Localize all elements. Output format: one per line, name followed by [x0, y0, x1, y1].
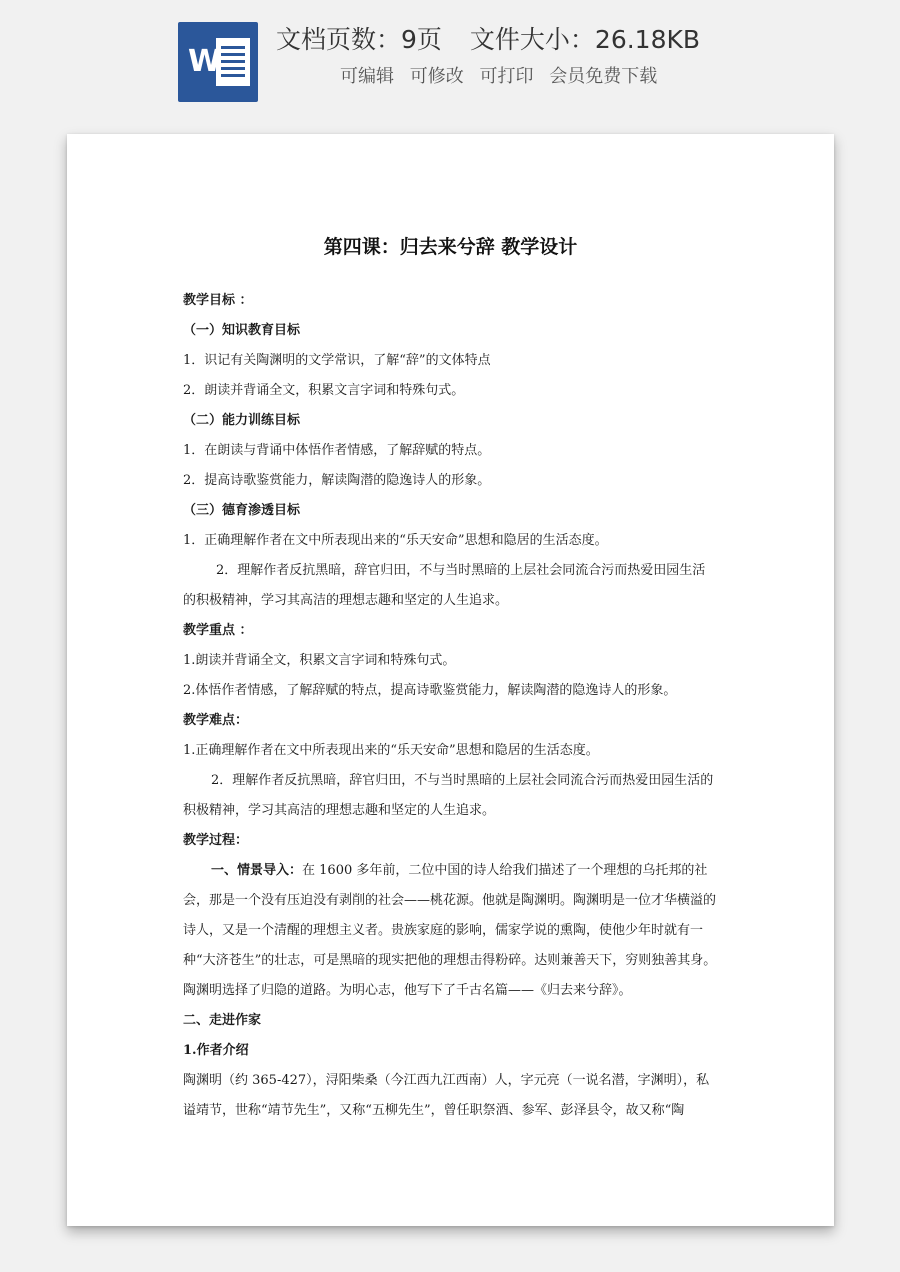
- header-banner: [0, 0, 900, 120]
- heading-key-points: 教学重点 ：: [183, 623, 253, 638]
- document-body: [183, 286, 717, 1126]
- intro-text: 在 1600 多年前，二位中国的诗人给我们描述了一个理想的乌托邦的社会，那是一个没有压迫没有剥削的社会——桃花源。他就是陶渊明。陶渊明是一位才华横溢的诗人，又是一个清醒的理想主义者。贵族家庭的影响，儒家学说的熏陶，使他少年时就有一种“大济苍生”的壮志，可是黑暗的现实把他的理想击得粉碎。达则兼善天下，穷则独善其身。陶渊明选择了归隐的道路。为明心志，他写下了千古名篇——《归去来兮辞》。: [183, 863, 717, 998]
- feature-list: [340, 62, 667, 92]
- feature-modifiable: 可修改: [409, 66, 464, 87]
- list-item: 1．正确理解作者在文中所表现出来的“乐天安命”思想和隐居的生活态度。: [183, 533, 608, 548]
- intro-paragraph: [183, 856, 717, 1006]
- heading-teaching-goals: 教学目标 ：: [183, 293, 253, 308]
- list-item: 2．提高诗歌鉴赏能力，解读陶潜的隐逸诗人的形象。: [183, 473, 491, 488]
- list-item: 2.体悟作者情感，了解辞赋的特点，提高诗歌鉴赏能力，解读陶潜的隐逸诗人的形象。: [183, 683, 677, 698]
- feature-member-download: 会员免费下载: [549, 66, 658, 87]
- list-item: 1.正确理解作者在文中所表现出来的“乐天安命”思想和隐居的生活态度。: [183, 743, 599, 758]
- subheading-author-intro: 1.作者介绍: [183, 1043, 249, 1058]
- list-item: 2．理解作者反抗黑暗，辞官归田，不与当时黑暗的上层社会同流合污而热爱田园生活的积极精神，学习其高洁的理想志趣和坚定的人生追求。: [183, 563, 706, 608]
- doc-meta-line: [276, 20, 700, 60]
- file-size-label: 文件大小：26.18KB: [469, 25, 701, 54]
- list-item: 1.朗读并背诵全文，积累文言字词和特殊句式。: [183, 653, 456, 668]
- heading-process: 教学过程：: [183, 833, 249, 848]
- list-item: 2．朗读并背诵全文，积累文言字词和特殊句式。: [183, 383, 465, 398]
- list-item: 1．在朗读与背诵中体悟作者情感，了解辞赋的特点。: [183, 443, 491, 458]
- author-paragraph: 陶渊明（约 365-427），浔阳柴桑（今江西九江西南）人，字元亮（一说名潜，字渊明），私谥靖节，世称“靖节先生”，又称“五柳先生”，曾任职祭酒、参军、彭泽县令，故又称“陶: [183, 1073, 710, 1118]
- feature-printable: 可打印: [479, 66, 534, 87]
- word-letter: W: [188, 44, 222, 79]
- list-item: 1．识记有关陶渊明的文学常识，了解“辞”的文体特点: [183, 353, 491, 368]
- subheading-ability: （二）能力训练目标: [183, 413, 301, 428]
- subheading-knowledge: （一）知识教育目标: [183, 323, 301, 338]
- word-doc-icon: [178, 22, 258, 102]
- list-item: 2．理解作者反抗黑暗，辞官归田，不与当时黑暗的上层社会同流合污而热爱田园生活的积极精神，学习其高洁的理想志趣和坚定的人生追求。: [183, 773, 714, 818]
- intro-label: 一、情景导入：: [211, 863, 303, 878]
- heading-author: 二、走进作家: [183, 1013, 262, 1028]
- feature-editable: 可编辑: [340, 66, 394, 87]
- document-title: 第四课：归去来兮辞 教学设计: [323, 236, 578, 258]
- subheading-moral: （三）德育渗透目标: [183, 503, 301, 518]
- document-page: [67, 134, 834, 1226]
- heading-difficulties: 教学难点：: [183, 713, 249, 728]
- page-count-label: 文档页数：9页: [276, 25, 442, 54]
